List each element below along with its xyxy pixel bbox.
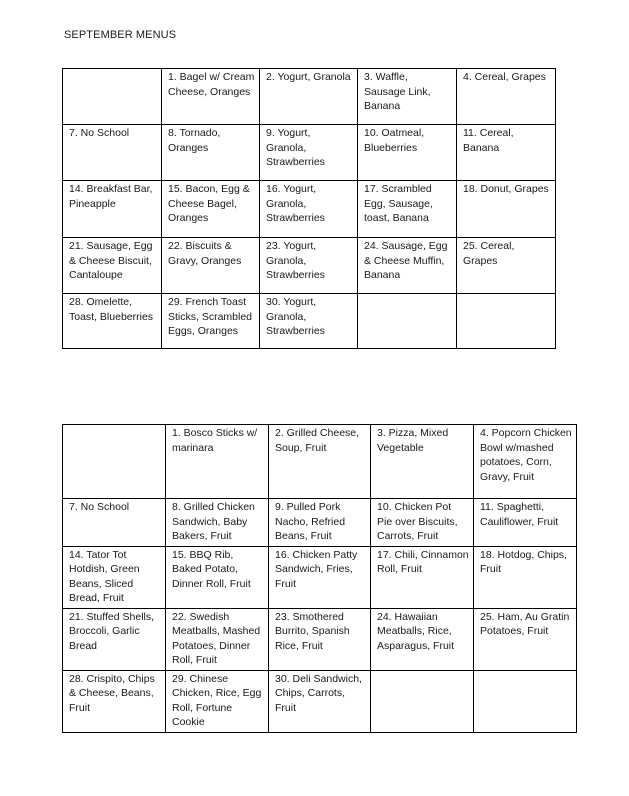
table-cell: 21. Stuffed Shells, Broccoli, Garlic Bread (63, 608, 166, 670)
table-cell: 9. Yogurt, Granola, Strawberries (260, 125, 358, 181)
table-row (63, 238, 556, 294)
lunch-menu-table (62, 424, 577, 733)
table-cell: 7. No School (63, 499, 166, 547)
table-cell: 9. Pulled Pork Nacho, Refried Beans, Fruit (269, 499, 371, 547)
table-row (63, 125, 556, 181)
table-cell: 16. Yogurt, Granola, Strawberries (260, 181, 358, 238)
table-row (63, 608, 577, 670)
table-cell: 4. Popcorn Chicken Bowl w/mashed potatoes, Corn, Gravy, Fruit (474, 425, 577, 499)
table-cell: 7. No School (63, 125, 162, 181)
table-cell (474, 670, 577, 732)
table-row (63, 670, 577, 732)
table-cell: 10. Chicken Pot Pie over Biscuits, Carrots, Fruit (371, 499, 474, 547)
table-cell: 29. French Toast Sticks, Scrambled Eggs, Oranges (162, 294, 260, 349)
table-cell: 2. Yogurt, Granola (260, 69, 358, 125)
table-cell: 28. Omelette, Toast, Blueberries (63, 294, 162, 349)
table-cell: 15. BBQ Rib, Baked Potato, Dinner Roll, Fruit (166, 546, 269, 608)
table-row (63, 546, 577, 608)
table-cell: 14. Breakfast Bar, Pineapple (63, 181, 162, 238)
table-cell: 30. Deli Sandwich, Chips, Carrots, Fruit (269, 670, 371, 732)
table-cell: 11. Cereal, Banana (457, 125, 556, 181)
table-cell: 30. Yogurt, Granola, Strawberries (260, 294, 358, 349)
table-cell: 21. Sausage, Egg & Cheese Biscuit, Cantaloupe (63, 238, 162, 294)
table-cell: 14. Tator Tot Hotdish, Green Beans, Sliced Bread, Fruit (63, 546, 166, 608)
table-cell (63, 425, 166, 499)
table-cell: 18. Hotdog, Chips, Fruit (474, 546, 577, 608)
table-cell: 23. Yogurt, Granola, Strawberries (260, 238, 358, 294)
table-cell: 22. Swedish Meatballs, Mashed Potatoes, Dinner Roll, Fruit (166, 608, 269, 670)
table-cell: 18. Donut, Grapes (457, 181, 556, 238)
table-cell: 23. Smothered Burrito, Spanish Rice, Fruit (269, 608, 371, 670)
table-cell: 17. Chili, Cinnamon Roll, Fruit (371, 546, 474, 608)
table-cell: 16. Chicken Patty Sandwich, Fries, Fruit (269, 546, 371, 608)
table-cell (371, 670, 474, 732)
breakfast-menu-table (62, 68, 556, 349)
page-title: SEPTEMBER MENUS (64, 29, 177, 41)
table-cell: 28. Crispito, Chips & Cheese, Beans, Fruit (63, 670, 166, 732)
table-cell: 25. Ham, Au Gratin Potatoes, Fruit (474, 608, 577, 670)
table-cell (457, 294, 556, 349)
table-cell: 24. Hawaiian Meatballs, Rice, Asparagus, Fruit (371, 608, 474, 670)
table-cell: 8. Tornado, Oranges (162, 125, 260, 181)
table-cell: 4. Cereal, Grapes (457, 69, 556, 125)
table-cell: 8. Grilled Chicken Sandwich, Baby Bakers, Fruit (166, 499, 269, 547)
table-row (63, 425, 577, 499)
table-cell: 3. Waffle, Sausage Link, Banana (358, 69, 457, 125)
table-cell: 25. Cereal, Grapes (457, 238, 556, 294)
table-cell: 17. Scrambled Egg, Sausage, toast, Banana (358, 181, 457, 238)
table-row (63, 69, 556, 125)
table-row (63, 294, 556, 349)
table-cell: 3. Pizza, Mixed Vegetable (371, 425, 474, 499)
table-row (63, 181, 556, 238)
table-cell: 22. Biscuits & Gravy, Oranges (162, 238, 260, 294)
table-cell: 11. Spaghetti, Cauliflower, Fruit (474, 499, 577, 547)
table-cell: 1. Bosco Sticks w/ marinara (166, 425, 269, 499)
table-cell: 1. Bagel w/ Cream Cheese, Oranges (162, 69, 260, 125)
table-cell: 15. Bacon, Egg & Cheese Bagel, Oranges (162, 181, 260, 238)
table-cell: 2. Grilled Cheese, Soup, Fruit (269, 425, 371, 499)
table-cell: 29. Chinese Chicken, Rice, Egg Roll, Fortune Cookie (166, 670, 269, 732)
table-cell (358, 294, 457, 349)
table-row (63, 499, 577, 547)
table-cell: 24. Sausage, Egg & Cheese Muffin, Banana (358, 238, 457, 294)
table-cell: 10. Oatmeal, Blueberries (358, 125, 457, 181)
table-cell (63, 69, 162, 125)
